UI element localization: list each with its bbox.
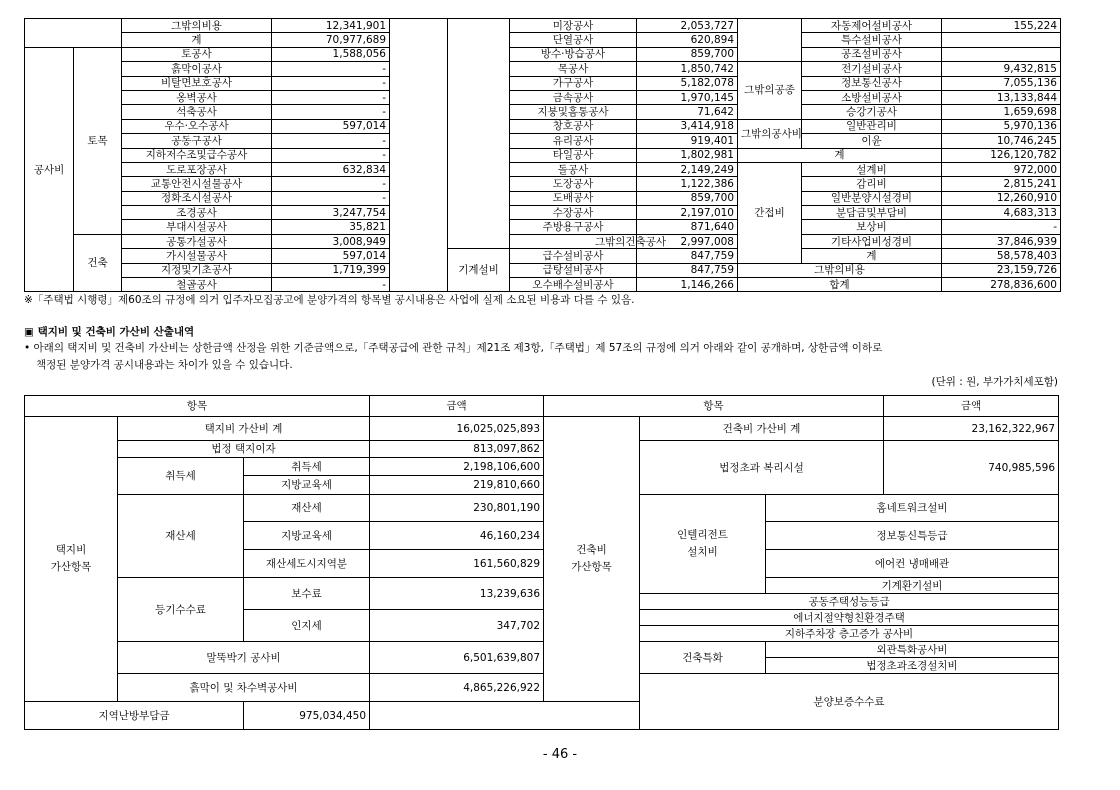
- cell-label: 지방교육세: [244, 522, 370, 550]
- item-label: 토공사: [122, 47, 272, 61]
- cell-value: 230,801,190: [370, 495, 544, 522]
- cell-label: 인지세: [244, 610, 370, 642]
- item-label: 정화조시설공사: [122, 191, 272, 205]
- description-line-2: 책정된 분양가격 공시내용과는 차이가 있을 수 있습니다.: [36, 359, 293, 371]
- cell-label: 흙막이 및 차수벽공사비: [118, 674, 370, 702]
- item-value: 919,401: [637, 134, 738, 148]
- item-label: 그밖의비용: [738, 263, 942, 277]
- item-value: 1,659,698: [942, 105, 1061, 119]
- item-value: 620,894: [637, 33, 738, 47]
- item-label: 도배공사: [510, 191, 637, 205]
- item-label: 단열공사: [510, 33, 637, 47]
- item-label: 자동제어설비공사: [802, 19, 942, 33]
- item-value: -: [272, 90, 390, 104]
- item-value: [942, 33, 1061, 47]
- item-label: 설계비: [802, 162, 942, 176]
- item-value: 35,821: [272, 220, 390, 234]
- item-value: 871,640: [637, 220, 738, 234]
- additional-cost-table: [24, 395, 1059, 730]
- item-value: 632,834: [272, 162, 390, 176]
- cell-label: 법정 택지이자: [118, 441, 370, 458]
- group-label: 그밖의공사비: [738, 119, 802, 148]
- item-label: 계: [802, 249, 942, 263]
- cell-value: 13,239,636: [370, 578, 544, 610]
- item-label: 부대시설공사: [122, 220, 272, 234]
- cell-label: 법정초과조경설치비: [766, 658, 1059, 674]
- header-item: 항목: [544, 396, 884, 417]
- description-line-1: • 아래의 택지비 및 건축비 가산비는 상한금액 산정을 위한 기준금액으로,「주택공급에 관한 규칙」제21조 제3항,「주택법」제 57조의 규정에 의거 아래와 같이 공개하며, 상한금액 이하로: [24, 342, 883, 354]
- cell-label: 공동주택성능등급: [640, 594, 1059, 610]
- table-row: [25, 148, 1061, 162]
- table-row: [25, 234, 1061, 248]
- item-label: 그밖의건축공사: [510, 234, 637, 248]
- cell-label: 법정초과 복리시설: [640, 441, 884, 495]
- item-value: 126,120,782: [942, 148, 1061, 162]
- page-number: - 46 -: [542, 747, 578, 762]
- table-row: [25, 76, 1061, 90]
- item-label: 타일공사: [510, 148, 637, 162]
- cell-label: 말뚝박기 공사비: [118, 642, 370, 674]
- item-label: 기타사업비성경비: [802, 234, 942, 248]
- cell-label: 취득세: [118, 458, 244, 495]
- item-label: 일반분양시설경비: [802, 191, 942, 205]
- cell-value: 23,162,322,967: [884, 417, 1059, 441]
- table-row: [25, 249, 1061, 263]
- section-title: ▣ 택지비 및 건축비 가산비 산출내역: [24, 326, 195, 338]
- table-row: [25, 177, 1061, 191]
- cell-value: 4,865,226,922: [370, 674, 544, 702]
- cell-value: 219,810,660: [370, 476, 544, 495]
- cell-label: 재산세: [118, 495, 244, 578]
- cell-label: 외관특화공사비: [766, 642, 1059, 658]
- item-value: -: [272, 134, 390, 148]
- item-value: 278,836,600: [942, 278, 1061, 292]
- item-label: 계: [738, 148, 942, 162]
- item-label: 승강기공사: [802, 105, 942, 119]
- item-value: -: [942, 220, 1061, 234]
- item-value: 2,053,727: [637, 19, 738, 33]
- item-value: 155,224: [942, 19, 1061, 33]
- table-row: [25, 206, 1061, 220]
- cell-label: 건축비 가산비 계: [640, 417, 884, 441]
- cell-label: 재산세도시지역분: [244, 550, 370, 578]
- cell-value: 161,560,829: [370, 550, 544, 578]
- item-value: -: [272, 105, 390, 119]
- table-row: [25, 90, 1061, 104]
- item-value: 4,683,313: [942, 206, 1061, 220]
- group-label: 기계설비: [448, 249, 510, 292]
- item-label: 유리공사: [510, 134, 637, 148]
- item-label: 오수배수설비공사: [510, 278, 637, 292]
- unit-note: (단위 : 원, 부가가치세포함): [931, 376, 1058, 388]
- item-value: [942, 47, 1061, 61]
- cell-value: 975,034,450: [244, 702, 370, 730]
- item-label: 옹벽공사: [122, 90, 272, 104]
- item-value: 58,578,403: [942, 249, 1061, 263]
- item-label: 급탕설비공사: [510, 263, 637, 277]
- cell-value: 740,985,596: [884, 441, 1059, 495]
- item-label: 지정및기초공사: [122, 263, 272, 277]
- cell-value: 2,198,106,600: [370, 458, 544, 476]
- item-label: 특수설비공사: [802, 33, 942, 47]
- table-row: [25, 33, 1061, 47]
- item-label: 도로포장공사: [122, 162, 272, 176]
- item-label: 지붕및홈통공사: [510, 105, 637, 119]
- item-value: 1,146,266: [637, 278, 738, 292]
- item-value: 23,159,726: [942, 263, 1061, 277]
- item-label: 도장공사: [510, 177, 637, 191]
- header-amount: 금액: [370, 396, 544, 417]
- cell-label: 에너지절약형친환경주택: [640, 610, 1059, 626]
- cell-label: 정보통신특등급: [766, 522, 1059, 550]
- item-value: 859,700: [637, 47, 738, 61]
- item-value: 13,133,844: [942, 90, 1061, 104]
- building-group-label: 건축비 가산항목: [544, 417, 640, 702]
- item-value: 3,414,918: [637, 119, 738, 133]
- item-label: 창호공사: [510, 119, 637, 133]
- item-label: 방수·방습공사: [510, 47, 637, 61]
- table-row: [25, 263, 1061, 277]
- item-value: 1,802,981: [637, 148, 738, 162]
- cell-value: 16,025,025,893: [370, 417, 544, 441]
- section-description: [24, 340, 882, 374]
- item-value: 12,341,901: [272, 19, 390, 33]
- cell-label: 취득세: [244, 458, 370, 476]
- item-label: 정보통신공사: [802, 76, 942, 90]
- cell-label: 등기수수료: [118, 578, 244, 642]
- cell-label: 지역난방부담금: [25, 702, 244, 730]
- table-row: [25, 220, 1061, 234]
- item-value: 1,588,056: [272, 47, 390, 61]
- item-value: 2,997,008: [637, 234, 738, 248]
- item-label: 공조설비공사: [802, 47, 942, 61]
- header-amount: 금액: [884, 396, 1059, 417]
- item-label: 흙막이공사: [122, 62, 272, 76]
- table-row: [25, 62, 1061, 76]
- cell-label: 재산세: [244, 495, 370, 522]
- cell-label: 택지비 가산비 계: [118, 417, 370, 441]
- item-label: 철골공사: [122, 278, 272, 292]
- empty-cell: [25, 19, 122, 48]
- item-value: 2,815,241: [942, 177, 1061, 191]
- item-label: 이윤: [802, 134, 942, 148]
- item-value: 5,970,136: [942, 119, 1061, 133]
- item-label: 주방용구공사: [510, 220, 637, 234]
- item-value: 12,260,910: [942, 191, 1061, 205]
- item-label: 돌공사: [510, 162, 637, 176]
- item-label: 일반관리비: [802, 119, 942, 133]
- table-row: [25, 278, 1061, 292]
- item-label: 감리비: [802, 177, 942, 191]
- item-label: 석축공사: [122, 105, 272, 119]
- item-value: 3,008,949: [272, 234, 390, 248]
- empty-cell: [448, 19, 510, 249]
- item-label: 조경공사: [122, 206, 272, 220]
- item-value: 1,719,399: [272, 263, 390, 277]
- item-label: 계: [122, 33, 272, 47]
- item-label: 보상비: [802, 220, 942, 234]
- item-value: 37,846,939: [942, 234, 1061, 248]
- item-label: 가시설물공사: [122, 249, 272, 263]
- construction-cost-table: [24, 18, 1061, 292]
- cell-value: 347,702: [370, 610, 544, 642]
- item-label: 교통안전시설물공사: [122, 177, 272, 191]
- item-label: 비탈면보호공사: [122, 76, 272, 90]
- cell-value: 46,160,234: [370, 522, 544, 550]
- table-row: [25, 119, 1061, 133]
- item-value: 859,700: [637, 191, 738, 205]
- cell-label: 보수료: [244, 578, 370, 610]
- empty-cell: [390, 19, 448, 292]
- item-value: 70,977,689: [272, 33, 390, 47]
- item-value: -: [272, 177, 390, 191]
- item-label: 그밖의비용: [122, 19, 272, 33]
- item-value: -: [272, 278, 390, 292]
- cell-label: 기계환기설비: [766, 578, 1059, 594]
- cell-value: 813,097,862: [370, 441, 544, 458]
- empty-cell: [738, 19, 802, 62]
- item-value: -: [272, 76, 390, 90]
- table-row: [25, 191, 1061, 205]
- cell-label: 에어컨 냉매배관: [766, 550, 1059, 578]
- item-label: 금속공사: [510, 90, 637, 104]
- item-value: -: [272, 62, 390, 76]
- cell-label: 분양보증수수료: [640, 674, 1059, 730]
- table-row: [25, 47, 1061, 61]
- item-label: 가구공사: [510, 76, 637, 90]
- item-label: 수장공사: [510, 206, 637, 220]
- item-value: -: [272, 191, 390, 205]
- item-label: 분담금및부담비: [802, 206, 942, 220]
- group-label: 그밖의공종: [738, 62, 802, 120]
- item-value: 847,759: [637, 263, 738, 277]
- item-value: 1,122,386: [637, 177, 738, 191]
- cell-label: 건축특화: [640, 642, 766, 674]
- table-row: [25, 162, 1061, 176]
- item-value: 2,149,249: [637, 162, 738, 176]
- item-value: 3,247,754: [272, 206, 390, 220]
- cell-label: 지하주차장 층고증가 공사비: [640, 626, 1059, 642]
- item-value: 7,055,136: [942, 76, 1061, 90]
- cell-value: 6,501,639,807: [370, 642, 544, 674]
- item-value: 597,014: [272, 249, 390, 263]
- item-value: 1,970,145: [637, 90, 738, 104]
- table-row: [25, 19, 1061, 33]
- item-value: 10,746,245: [942, 134, 1061, 148]
- item-label: 지하저수조및급수공사: [122, 148, 272, 162]
- item-label: 소방설비공사: [802, 90, 942, 104]
- table-row: [25, 105, 1061, 119]
- item-value: 972,000: [942, 162, 1061, 176]
- cell-label: 인텔리전트 설치비: [640, 495, 766, 594]
- item-label: 급수설비공사: [510, 249, 637, 263]
- cell-label: 홈네트워크설비: [766, 495, 1059, 522]
- item-label: 미장공사: [510, 19, 637, 33]
- item-value: 847,759: [637, 249, 738, 263]
- table-row: [25, 134, 1061, 148]
- item-value: 2,197,010: [637, 206, 738, 220]
- cell-label: 지방교육세: [244, 476, 370, 495]
- item-label: 공동구공사: [122, 134, 272, 148]
- item-value: 597,014: [272, 119, 390, 133]
- land-group-label: 택지비 가산항목: [25, 417, 118, 702]
- group-label: 간접비: [738, 162, 802, 263]
- group-label: 건축: [74, 234, 122, 292]
- item-value: 71,642: [637, 105, 738, 119]
- item-value: -: [272, 148, 390, 162]
- item-label: 공통가설공사: [122, 234, 272, 248]
- footnote: ※「주택법 시행령」제60조의 규정에 의거 입주자모집공고에 분양가격의 항목별 공시내용은 사업에 실제 소요된 비용과 다를 수 있음.: [24, 294, 635, 306]
- item-label: 목공사: [510, 62, 637, 76]
- item-label: 우수·오수공사: [122, 119, 272, 133]
- group-label: 공사비: [25, 47, 74, 292]
- item-value: 5,182,078: [637, 76, 738, 90]
- header-item: 항목: [25, 396, 370, 417]
- item-value: 9,432,815: [942, 62, 1061, 76]
- item-label: 합계: [738, 278, 942, 292]
- item-label: 전기설비공사: [802, 62, 942, 76]
- group-label: 토목: [74, 47, 122, 234]
- item-value: 1,850,742: [637, 62, 738, 76]
